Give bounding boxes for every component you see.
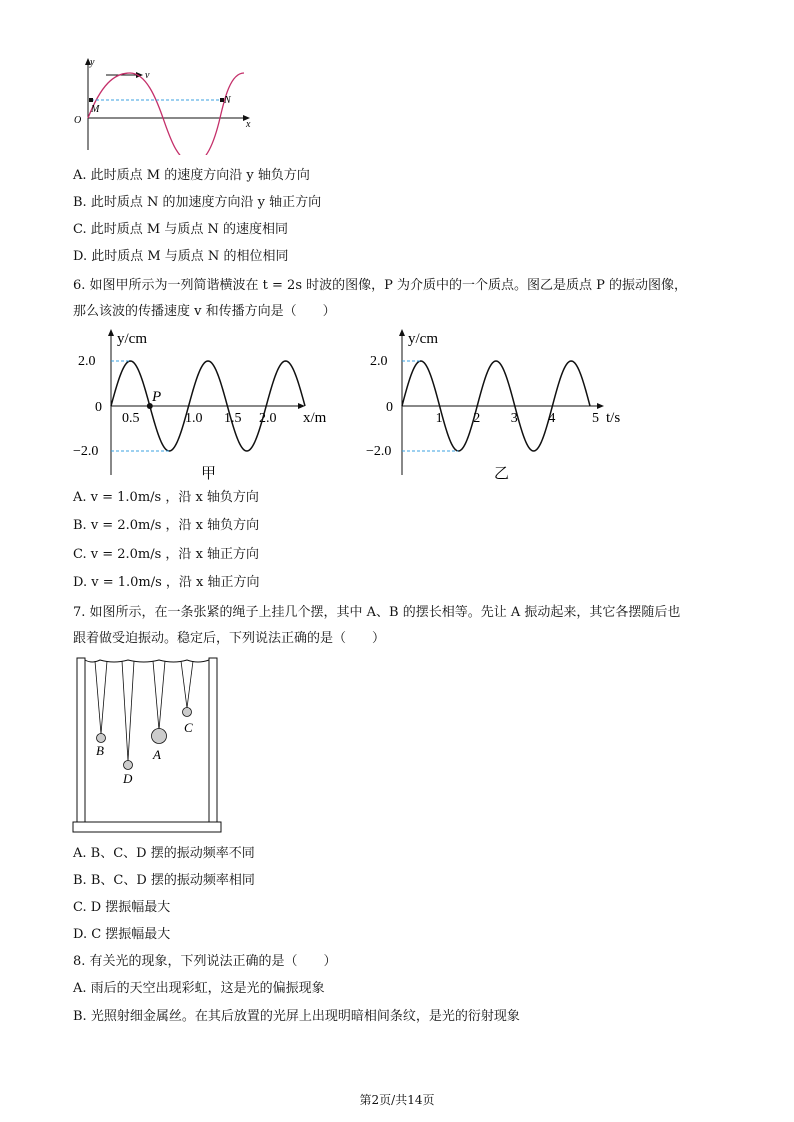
q5-option-b: B. 此时质点 N 的加速度方向沿 y 轴正方向 [73, 195, 322, 210]
bob-b [97, 734, 106, 743]
q6-option-d: D. v = 1.0m/s ，沿 x 轴正方向 [73, 575, 260, 590]
point-m-label: M [91, 104, 100, 115]
wave-chart-jia [73, 325, 343, 485]
pendulum-a [152, 661, 167, 744]
chart-jia-ylabel: y/cm [117, 331, 147, 347]
chart-jia-xlabel: x/m [303, 410, 327, 426]
chart-yi-xtick-0: 1 [435, 411, 443, 426]
chart-jia-xtick-3: 2.0 [259, 411, 277, 426]
q6-stem-line2: 那么该波的传播速度 v 和传播方向是（ ） [73, 304, 336, 319]
velocity-label: v [145, 70, 150, 81]
vibration-chart-yi [366, 325, 636, 485]
q7-option-d: D. C 摆振幅最大 [73, 927, 171, 942]
origin-label: O [74, 115, 82, 126]
bob-d [124, 761, 133, 770]
chart-jia-xtick-0: 0.5 [122, 411, 140, 426]
frame-right-post [209, 658, 217, 822]
q7-option-a: A. B、C、D 摆的振动频率不同 [73, 846, 255, 861]
q7-stem-line2: 跟着做受迫振动。稳定后，下列说法正确的是（ ） [73, 631, 386, 646]
pendulum-figure [72, 654, 222, 836]
chart-yi-xlabel: t/s [606, 410, 621, 426]
chart-jia-ytick-zero: 0 [95, 400, 102, 415]
chart-jia-ytick-bottom: −2.0 [73, 444, 99, 459]
chart-yi-y-arrow [399, 329, 405, 336]
q8-option-a: A. 雨后的天空出现彩虹，这是光的偏振现象 [73, 981, 325, 996]
x-axis-label: x [246, 119, 251, 130]
chart-yi-xtick-3: 4 [548, 411, 556, 426]
chart-yi-xtick-2: 3 [510, 411, 518, 426]
chart-yi-ytick-top: 2.0 [370, 354, 388, 369]
q5-option-a: A. 此时质点 M 的速度方向沿 y 轴负方向 [73, 168, 310, 183]
frame-left-post [77, 658, 85, 822]
frame-base [73, 822, 221, 832]
chart-yi-ylabel: y/cm [408, 331, 438, 347]
chart-jia-y-arrow [108, 329, 114, 336]
wave-curve [88, 73, 244, 155]
q7-option-c: C. D 摆振幅最大 [73, 900, 171, 915]
q7-option-b: B. B、C、D 摆的振动频率相同 [73, 873, 255, 888]
label-b: B [96, 743, 104, 758]
chart-jia-xtick-1: 1.0 [185, 411, 203, 426]
chart-jia-ytick-top: 2.0 [78, 354, 96, 369]
q5-option-c: C. 此时质点 M 与质点 N 的速度相同 [73, 222, 288, 237]
label-a: A [153, 747, 161, 762]
q8-stem: 8. 有关光的现象，下列说法正确的是（ ） [73, 954, 337, 969]
bob-c [183, 708, 192, 717]
chart-jia-point-label: P [152, 389, 162, 405]
bob-a [152, 729, 167, 744]
chart-jia-xtick-2: 1.5 [224, 411, 242, 426]
chart-yi-xtick-4: 5 [592, 411, 599, 426]
point-n-label: N [224, 95, 231, 106]
chart-yi-xtick-1: 2 [473, 411, 481, 426]
chart-yi-ytick-bottom: −2.0 [366, 444, 392, 459]
label-c: C [184, 720, 193, 735]
point-m [89, 98, 93, 102]
chart-jia-caption: 甲 [201, 466, 217, 482]
q6-option-c: C. v = 2.0m/s ，沿 x 轴正方向 [73, 547, 260, 562]
y-axis-label: y [90, 57, 95, 68]
pendulum-d [122, 661, 134, 770]
q8-option-b: B. 光照射细金属丝。在其后放置的光屏上出现明暗相间条纹，是光的衍射现象 [73, 1009, 520, 1024]
q6-option-b: B. v = 2.0m/s ，沿 x 轴负方向 [73, 518, 260, 533]
suspension-rope [85, 660, 209, 662]
q6-option-a: A. v = 1.0m/s ，沿 x 轴负方向 [73, 490, 259, 505]
page-footer: 第2页/共14页 [359, 1093, 435, 1107]
pendulum-c [181, 661, 193, 717]
chart-yi-caption: 乙 [494, 466, 510, 482]
q7-stem-line1: 7. 如图所示，在一条张紧的绳子上挂几个摆，其中 A、B 的摆长相等。先让 A 振动起来，其它各摆随后也 [73, 605, 681, 620]
chart-yi-ytick-zero: 0 [386, 400, 393, 415]
chart-yi-x-arrow [597, 403, 604, 409]
wave-figure-q5 [68, 55, 268, 155]
pendulum-b [95, 661, 107, 743]
q5-option-d: D. 此时质点 M 与质点 N 的相位相同 [73, 249, 289, 264]
label-d: D [123, 771, 133, 786]
q6-stem-line1: 6. 如图甲所示为一列简谐横波在 t = 2s 时波的图像，P 为介质中的一个质点。图乙是质点 P 的振动图像， [73, 278, 688, 293]
